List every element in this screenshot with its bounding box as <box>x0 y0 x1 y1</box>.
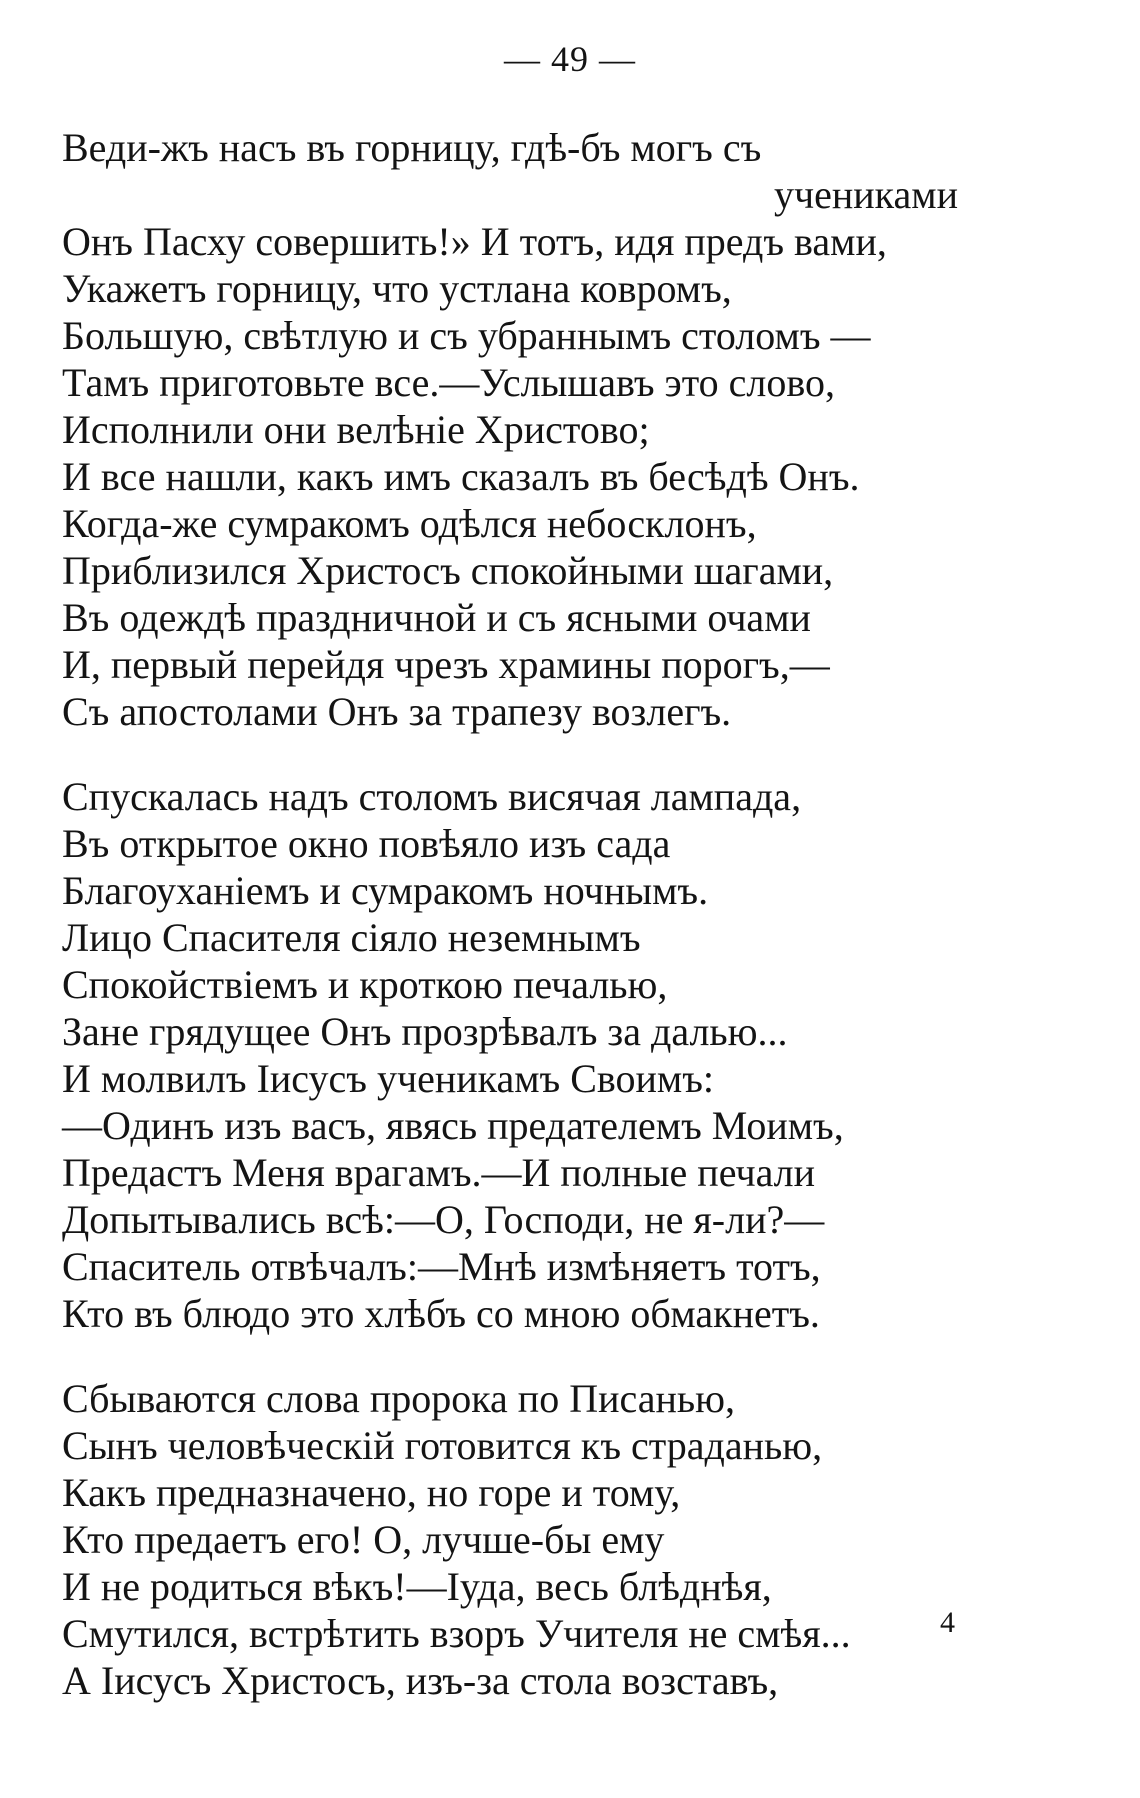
poem-line: Спокойствіемъ и кроткою печалью, <box>62 962 668 1007</box>
poem-line: Веди-жъ насъ въ горницу, гдѣ-бъ могъ съ <box>62 125 762 170</box>
poem-line: Тамъ приготовьте все.—Услышавъ это слово, <box>62 360 836 405</box>
stanza-1 <box>62 124 1052 735</box>
printer-signature-mark: 4 <box>940 1606 955 1639</box>
poem-line: Сбываются слова пророка по Писанью, <box>62 1376 736 1421</box>
poem-line: Большую, свѣтлую и съ убраннымъ столомъ — <box>62 313 871 358</box>
poem-line: А Іисусъ Христосъ, изъ-за стола возставъ, <box>62 1658 779 1703</box>
poem-line: Сынъ человѣческій готовится къ страданью, <box>62 1423 823 1468</box>
poem-line: Приблизился Христосъ спокойными шагами, <box>62 548 834 593</box>
poem-line: Какъ предназначено, но горе и тому, <box>62 1470 681 1515</box>
poem-line: Зане грядущее Онъ прозрѣвалъ за далью... <box>62 1009 788 1054</box>
poem-line: Въ одеждѣ праздничной и съ ясными очами <box>62 595 811 640</box>
poem-line: И не родиться вѣкъ!—Іуда, весь блѣднѣя, <box>62 1564 772 1609</box>
poem-line: Предастъ Меня врагамъ.—И полные печали <box>62 1150 816 1195</box>
poem-line: Смутился, встрѣтить взоръ Учителя не смѣя... <box>62 1611 851 1656</box>
poem-line: Кто въ блюдо это хлѣбъ со мною обмакнетъ. <box>62 1291 820 1336</box>
stanza-2 <box>62 773 1052 1337</box>
poem-line: Укажетъ горницу, что устлана ковромъ, <box>62 266 732 311</box>
poem-line: Исполнили они велѣніе Христово; <box>62 407 650 452</box>
poem-line: Въ открытое окно повѣяло изъ сада <box>62 821 671 866</box>
poem-line: Допытывались всѣ:—О, Господи, не я-ли?— <box>62 1197 825 1242</box>
poem-line: И молвилъ Іисусъ ученикамъ Своимъ: <box>62 1056 715 1101</box>
poem-line-continuation: учениками <box>774 172 958 217</box>
page-number: — 49 — <box>504 39 636 79</box>
poem-line: —Одинъ изъ васъ, явясь предателемъ Моимъ, <box>62 1103 844 1148</box>
poem-line: Лицо Спасителя сіяло неземнымъ <box>62 915 641 960</box>
poem-line: Спускалась надъ столомъ висячая лампада, <box>62 774 802 819</box>
poem-line: Благоуханіемъ и сумракомъ ночнымъ. <box>62 868 709 913</box>
poem-line: Кто предаетъ его! О, лучше-бы ему <box>62 1517 665 1562</box>
poem-line: Спаситель отвѣчалъ:—Мнѣ измѣняетъ тотъ, <box>62 1244 821 1289</box>
poem-line: Онъ Пасху совершить!» И тотъ, идя предъ вами, <box>62 219 887 264</box>
poem-line: И все нашли, какъ имъ сказалъ въ бесѣдѣ Онъ. <box>62 454 860 499</box>
stanza-3 <box>62 1375 1052 1704</box>
poem-line: Когда-же сумракомъ одѣлся небосклонъ, <box>62 501 757 546</box>
poem-line: И, первый перейдя чрезъ храмины порогъ,— <box>62 642 830 687</box>
poem-body <box>62 124 1052 1742</box>
poem-line: Съ апостолами Онъ за трапезу возлегъ. <box>62 689 732 734</box>
